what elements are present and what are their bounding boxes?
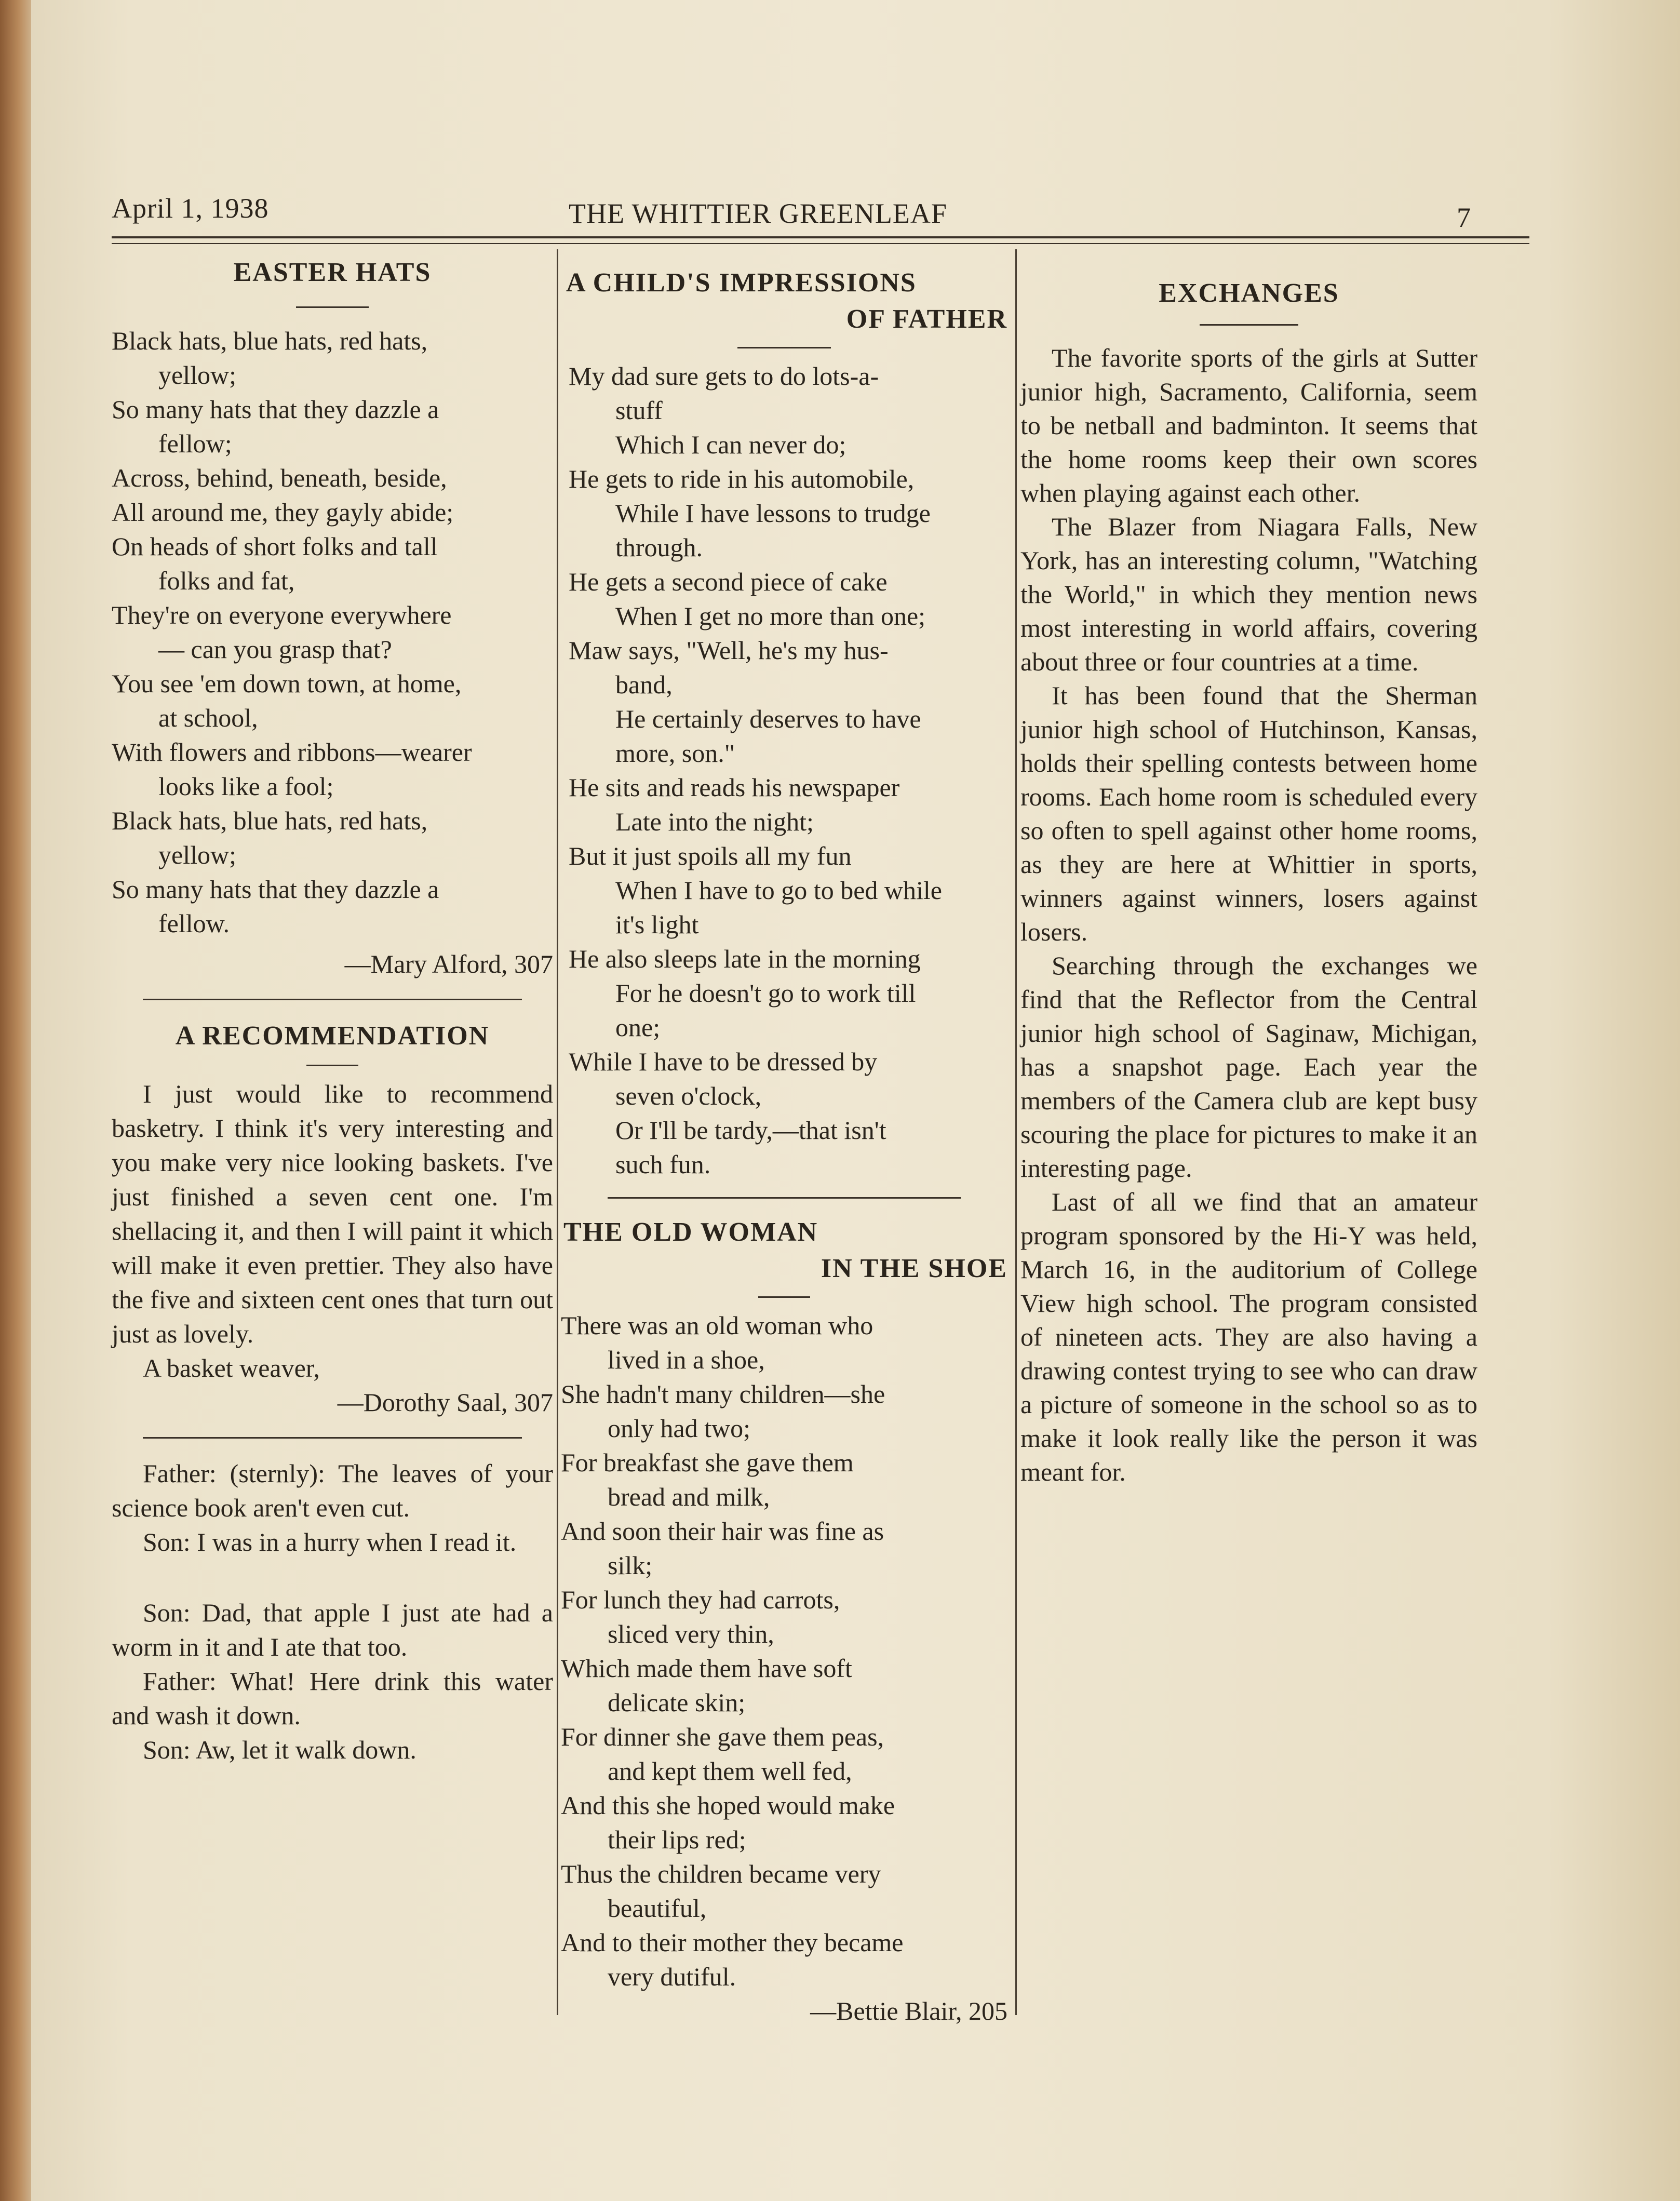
poem-line: at school, (158, 703, 258, 732)
poem-line: their lips red; (608, 1825, 746, 1854)
column-2 (561, 249, 1007, 2028)
poem-line: But it just spoils all my fun (569, 841, 852, 870)
poem-line: folks and fat, (158, 566, 295, 595)
poem-line: All around me, they gayly abide; (112, 498, 454, 527)
old-woman-poem (561, 1308, 1007, 1994)
joke-line: Father: (sternly): The leaves of your science book aren't even cut. (112, 1459, 553, 1522)
poem-line: So many hats that they dazzle a (112, 395, 439, 424)
poem-line: Black hats, blue hats, red hats, (112, 806, 428, 835)
poem-line: While I have lessons to trudge (615, 499, 931, 528)
poem-line: They're on everyone everywhere (112, 600, 452, 629)
poem-line: Which I can never do; (615, 430, 846, 459)
header-rule-thin (112, 243, 1529, 244)
old-woman-title-2: IN THE SHOE (821, 1254, 1007, 1283)
poem-line: lived in a shoe, (608, 1345, 765, 1374)
jokes (112, 1456, 553, 1767)
poem-line: bread and milk, (608, 1482, 770, 1511)
easter-hats-poem (112, 324, 553, 941)
recommendation-title: A RECOMMENDATION (175, 1021, 490, 1051)
page-number: 7 (1457, 202, 1471, 233)
poem-line: With flowers and ribbons—wearer (112, 737, 472, 767)
poem-line: one; (615, 1013, 661, 1042)
poem-line: He certainly deserves to have (615, 704, 921, 733)
column-1 (112, 249, 553, 1767)
exchanges-paragraph: Searching through the exchanges we find that the Reflector from the Central junior high school of Saginaw, Michigan, has a snapshot page. Each year the members of the Camera club are kept busy scouring the place for pictures to make it an interesting page. (1020, 951, 1477, 1183)
poem-line: For breakfast she gave them (561, 1448, 854, 1477)
poem-line: through. (615, 533, 703, 562)
poem-line: and kept them well fed, (608, 1756, 852, 1786)
poem-line: band, (615, 670, 673, 699)
child-impressions-title: A CHILD'S IMPRESSIONS (566, 268, 917, 298)
poem-line: Which made them have soft (561, 1654, 852, 1683)
exchanges-paragraph: The Blazer from Niagara Falls, New York, has an interesting column, "Watching the World," in which they mention news most interesting in world affairs, covering about three or four countries at a time. (1020, 512, 1477, 676)
poem-line: There was an old woman who (561, 1311, 873, 1340)
poem-line: For lunch they had carrots, (561, 1585, 840, 1614)
paper-title: THE WHITTIER GREENLEAF (569, 198, 947, 229)
poem-line: And this she hoped would make (561, 1791, 895, 1820)
poem-line: Across, behind, beneath, beside, (112, 463, 447, 492)
joke-line: Son: Aw, let it walk down. (143, 1735, 416, 1764)
old-woman-author: —Bettie Blair, 205 (810, 1996, 1007, 2025)
section-rule (1200, 324, 1298, 326)
joke-line: Father: What! Here drink this water and wash it down. (112, 1667, 553, 1730)
book-spine (0, 0, 31, 2201)
poem-line: Thus the children became very (561, 1859, 881, 1888)
recommendation-closing: A basket weaver, (143, 1353, 320, 1383)
poem-line: And soon their hair was fine as (561, 1516, 884, 1546)
column-divider-2 (1015, 249, 1017, 2015)
poem-line: delicate skin; (608, 1688, 746, 1717)
exchanges-title: EXCHANGES (1159, 278, 1339, 308)
section-rule (758, 1296, 810, 1298)
poem-line: Maw says, "Well, he's my hus- (569, 636, 889, 665)
poem-line: very dutiful. (608, 1962, 736, 1991)
poem-line: She hadn't many children—she (561, 1379, 885, 1408)
poem-line: On heads of short folks and tall (112, 532, 438, 561)
column-divider-1 (557, 249, 558, 2015)
section-divider (143, 1437, 522, 1439)
section-divider (608, 1197, 961, 1199)
poem-line: He gets to ride in his automobile, (569, 464, 915, 493)
poem-line: When I get no more than one; (615, 601, 926, 630)
poem-line: yellow; (158, 360, 236, 390)
poem-line: You see 'em down town, at home, (112, 669, 462, 698)
poem-line: Or I'll be tardy,—that isn't (615, 1116, 886, 1145)
poem-line: He sits and reads his newspaper (569, 773, 900, 802)
poem-line: looks like a fool; (158, 772, 334, 801)
section-rule (306, 1065, 358, 1066)
old-woman-title: THE OLD WOMAN (563, 1217, 818, 1247)
joke-line: Son: Dad, that apple I just ate had a worm in it and I ate that too. (112, 1598, 553, 1661)
poem-line: more, son." (615, 739, 735, 768)
poem-line: — can you grasp that? (158, 635, 392, 664)
poem-line: He gets a second piece of cake (569, 567, 888, 596)
joke-line: Son: I was in a hurry when I read it. (143, 1527, 517, 1556)
poem-line: Black hats, blue hats, red hats, (112, 326, 428, 355)
easter-hats-title: EASTER HATS (233, 258, 432, 287)
recommendation-author: —Dorothy Saal, 307 (337, 1388, 553, 1417)
poem-line: For he doesn't go to work till (615, 978, 916, 1008)
poem-line: it's light (615, 910, 699, 939)
poem-line: seven o'clock, (615, 1081, 762, 1110)
poem-line: And to their mother they became (561, 1928, 904, 1957)
child-impressions-poem (561, 359, 1007, 1182)
poem-line: For dinner she gave them peas, (561, 1722, 884, 1751)
poem-line: My dad sure gets to do lots-a- (569, 361, 879, 391)
exchanges-body (1020, 341, 1477, 1489)
exchanges-paragraph: Last of all we find that an amateur program sponsored by the Hi-Y was held, March 16, in the auditorium of College View high school. The program consisted of nineteen acts. They are also having a drawing contest trying to see who can draw a picture of someone in the school so as to make it look really like the person it was meant for. (1020, 1187, 1477, 1486)
column-3 (1020, 249, 1477, 1489)
section-divider (143, 999, 522, 1000)
poem-line: such fun. (615, 1150, 711, 1179)
easter-hats-author: —Mary Alford, 307 (344, 949, 553, 978)
poem-line: yellow; (158, 840, 236, 869)
poem-line: fellow; (158, 429, 232, 458)
poem-line: only had two; (608, 1414, 750, 1443)
poem-line: stuff (615, 396, 663, 425)
child-impressions-title-2: OF FATHER (846, 304, 1007, 334)
poem-line: He also sleeps late in the morning (569, 944, 921, 973)
section-rule (296, 306, 369, 308)
exchanges-paragraph: The favorite sports of the girls at Sutter junior high, Sacramento, California, seem to be netball and badminton. It seems that the home rooms keep their own scores when playing against each other. (1020, 343, 1477, 507)
issue-date: April 1, 1938 (112, 193, 269, 224)
header-rule (112, 236, 1529, 238)
section-rule (737, 347, 831, 348)
poem-line: fellow. (158, 909, 230, 938)
poem-line: beautiful, (608, 1894, 707, 1923)
poem-line: Late into the night; (615, 807, 814, 836)
poem-line: When I have to go to bed while (615, 876, 942, 905)
poem-line: So many hats that they dazzle a (112, 875, 439, 904)
recommendation-body: I just would like to recommend basketry. I think it's very interesting and you make very nice looking baskets. I've just finished a seven cent one. I'm shellacing it, and then I will paint it which will make it even prettier. They also have the five and sixteen cent ones that turn out just as lovely. (112, 1079, 553, 1348)
poem-line: silk; (608, 1551, 653, 1580)
exchanges-paragraph: It has been found that the Sherman junior high school of Hutchinson, Kansas, holds their spelling contests between home rooms. Each home room is scheduled every so often to spell against other home rooms, as they are here at Whittier in sports, winners against winners, losers against losers. (1020, 681, 1477, 946)
poem-line: sliced very thin, (608, 1619, 774, 1648)
poem-line: While I have to be dressed by (569, 1047, 878, 1076)
